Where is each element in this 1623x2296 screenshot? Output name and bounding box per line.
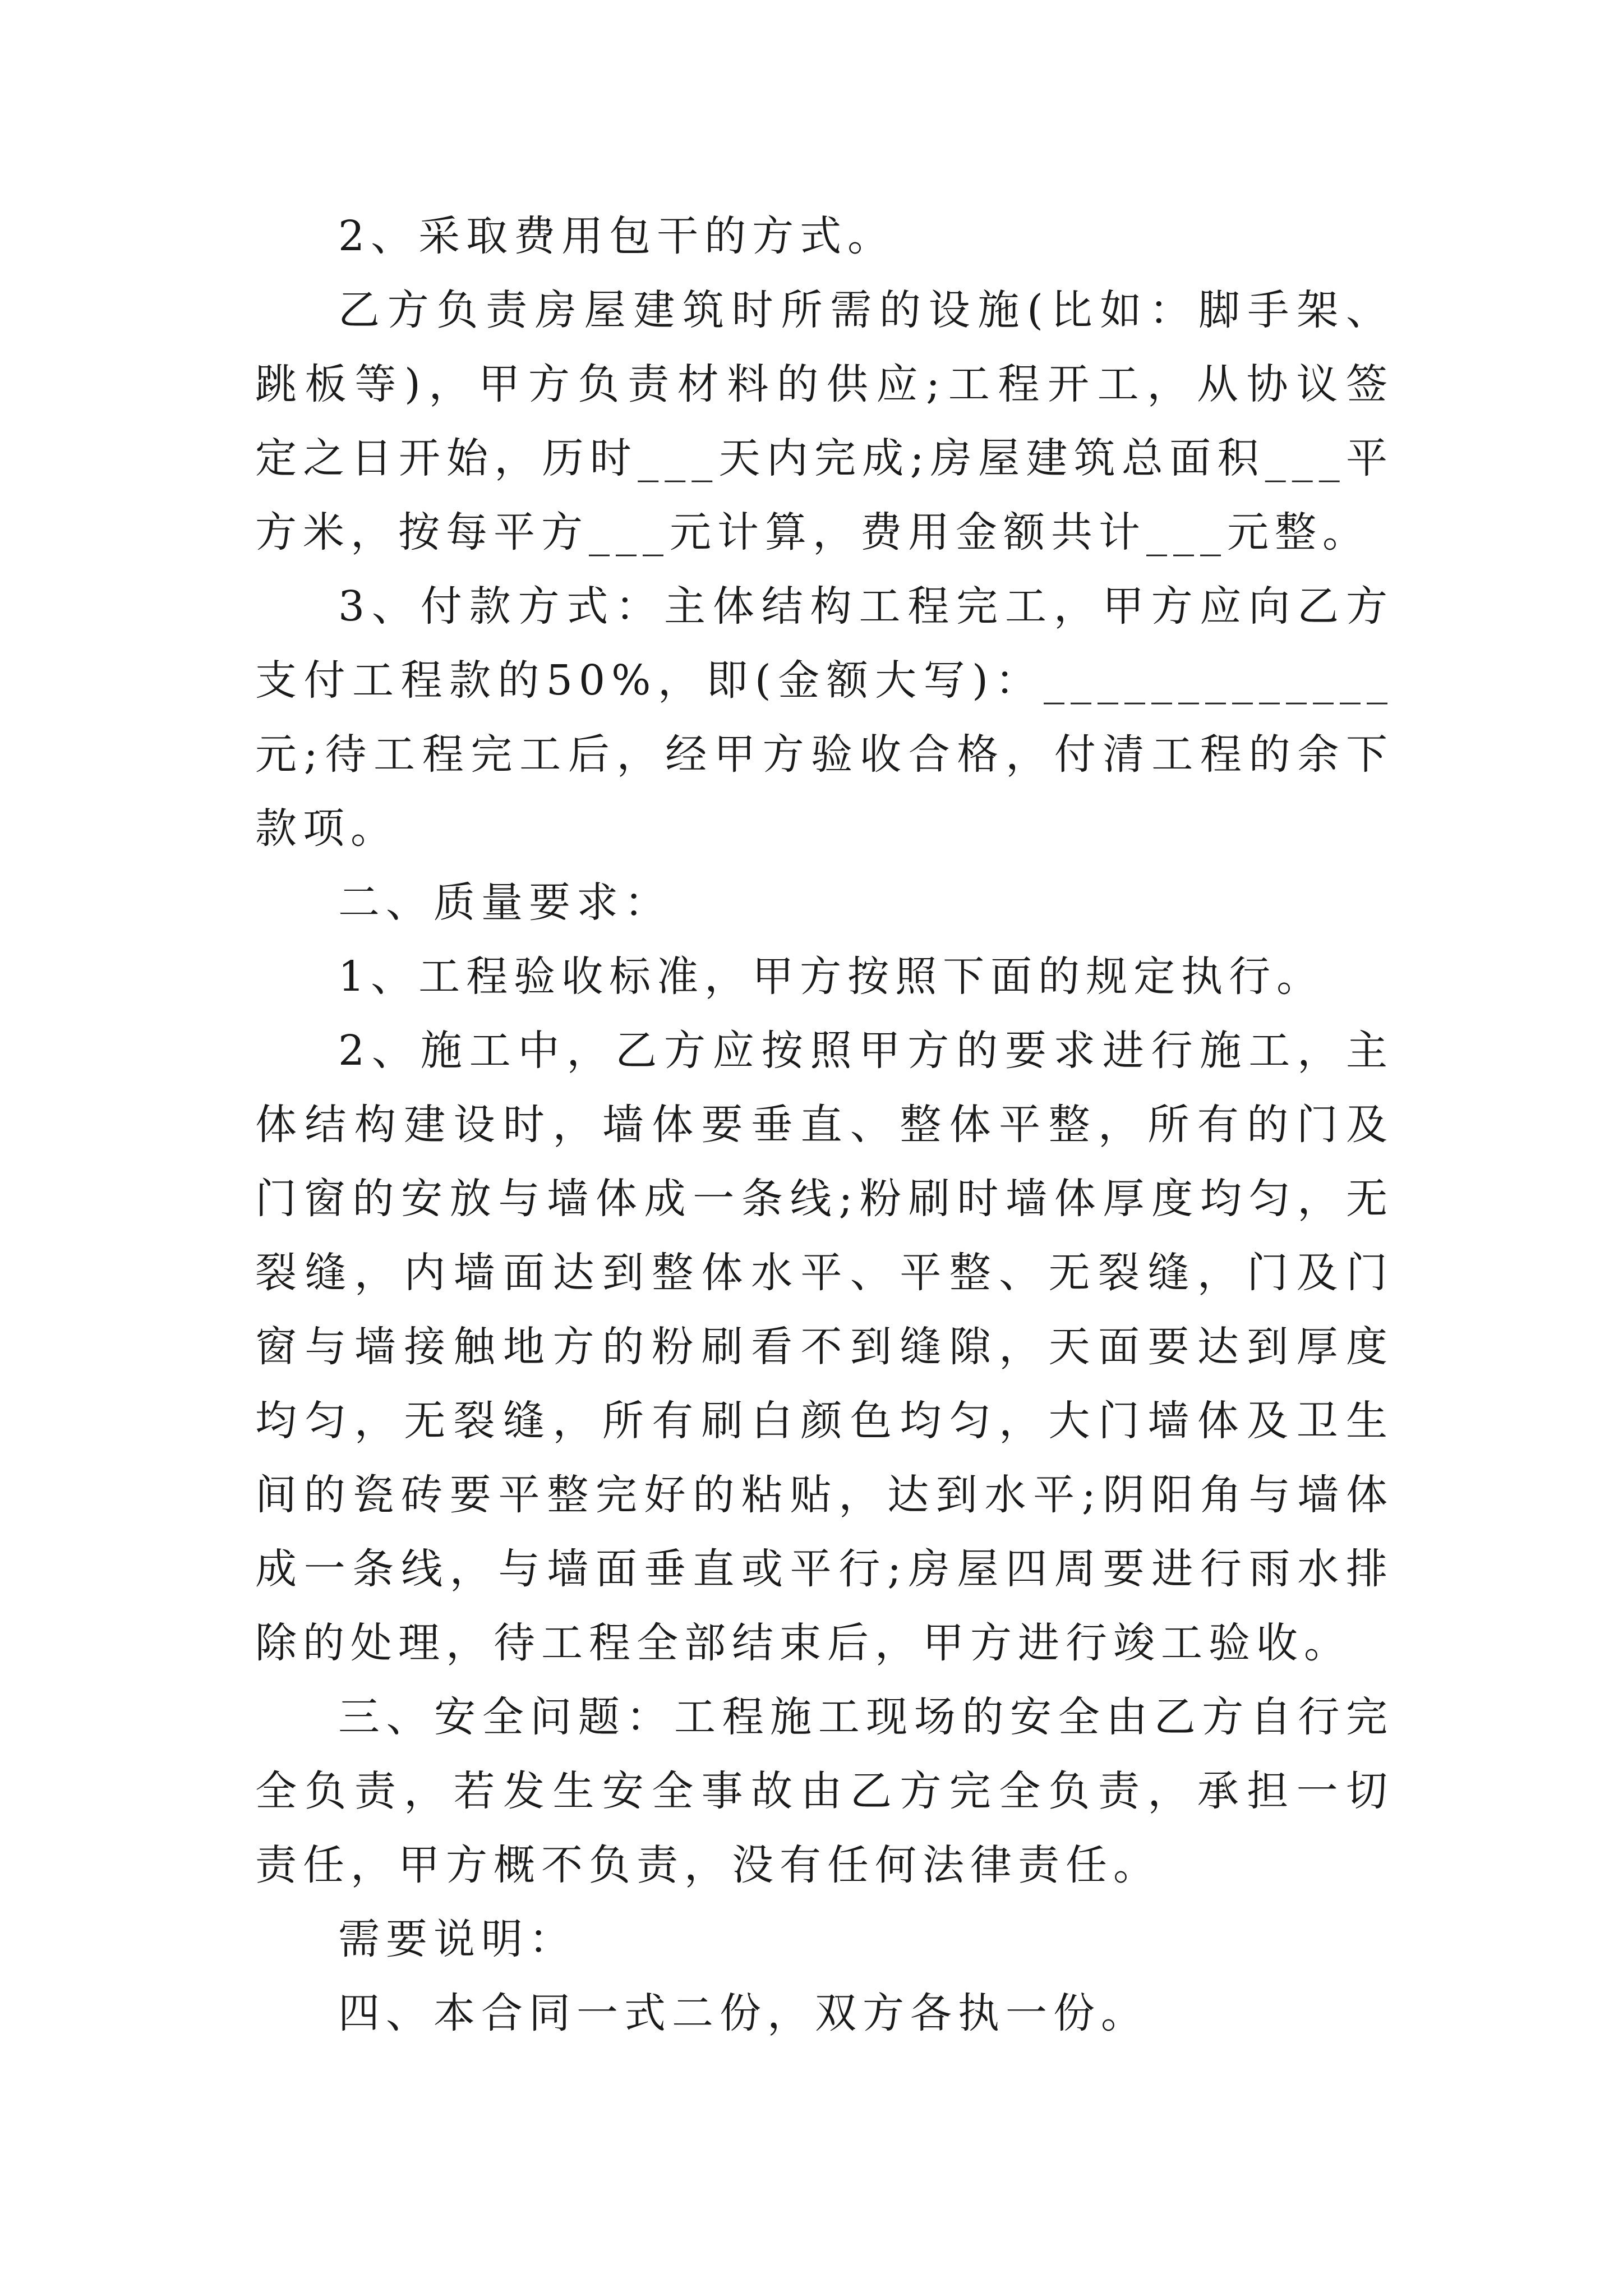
heading-notes: 需要说明： (338, 1915, 577, 1963)
paragraph-payment-method: 3、付款方式：主体结构工程完工，甲方应向乙方支付工程款的50%，即(金额大写)：_____________元;待工程完工后，经甲方验收合格，付清工程的余下款项。 (255, 582, 1394, 853)
paragraph-contract-copies: 四、本合同一式二份，双方各执一份。 (338, 1989, 1149, 2037)
paragraph-lump-sum-method: 2、采取费用包干的方式。 (338, 212, 896, 260)
paragraph-responsibilities-and-cost: 乙方负责房屋建筑时所需的设施(比如：脚手架、跳板等)，甲方负责材料的供应;工程开工，从协议签定之日开始，历时___天内完成;房屋建筑总面积___平方米，按每平方___元计算，费用金额共计___元整。 (255, 286, 1394, 556)
paragraph-construction-requirements: 2、施工中，乙方应按照甲方的要求进行施工，主体结构建设时，墙体要垂直、整体平整，所有的门及门窗的安放与墙体成一条线;粉刷时墙体厚度均匀，无裂缝，内墙面达到整体水平、平整、无裂缝，门及门窗与墙接触地方的粉刷看不到缝隙，天面要达到厚度均匀，无裂缝，所有刷白颜色均匀，大门墙体及卫生间的瓷砖要平整完好的粘贴，达到水平;阴阳角与墙体成一条线，与墙面垂直或平行;房屋四周要进行雨水排除的处理，待工程全部结束后，甲方进行竣工验收。 (255, 1027, 1394, 1667)
paragraph-acceptance-standard: 1、工程验收标准，甲方按照下面的规定执行。 (338, 953, 1325, 1001)
paragraph-safety-issues: 三、安全问题：工程施工现场的安全由乙方自行完全负责，若发生安全事故由乙方完全负责，承担一切责任，甲方概不负责，没有任何法律责任。 (255, 1693, 1394, 1889)
heading-quality-requirements: 二、质量要求： (338, 878, 672, 927)
document-body (255, 199, 1394, 2050)
